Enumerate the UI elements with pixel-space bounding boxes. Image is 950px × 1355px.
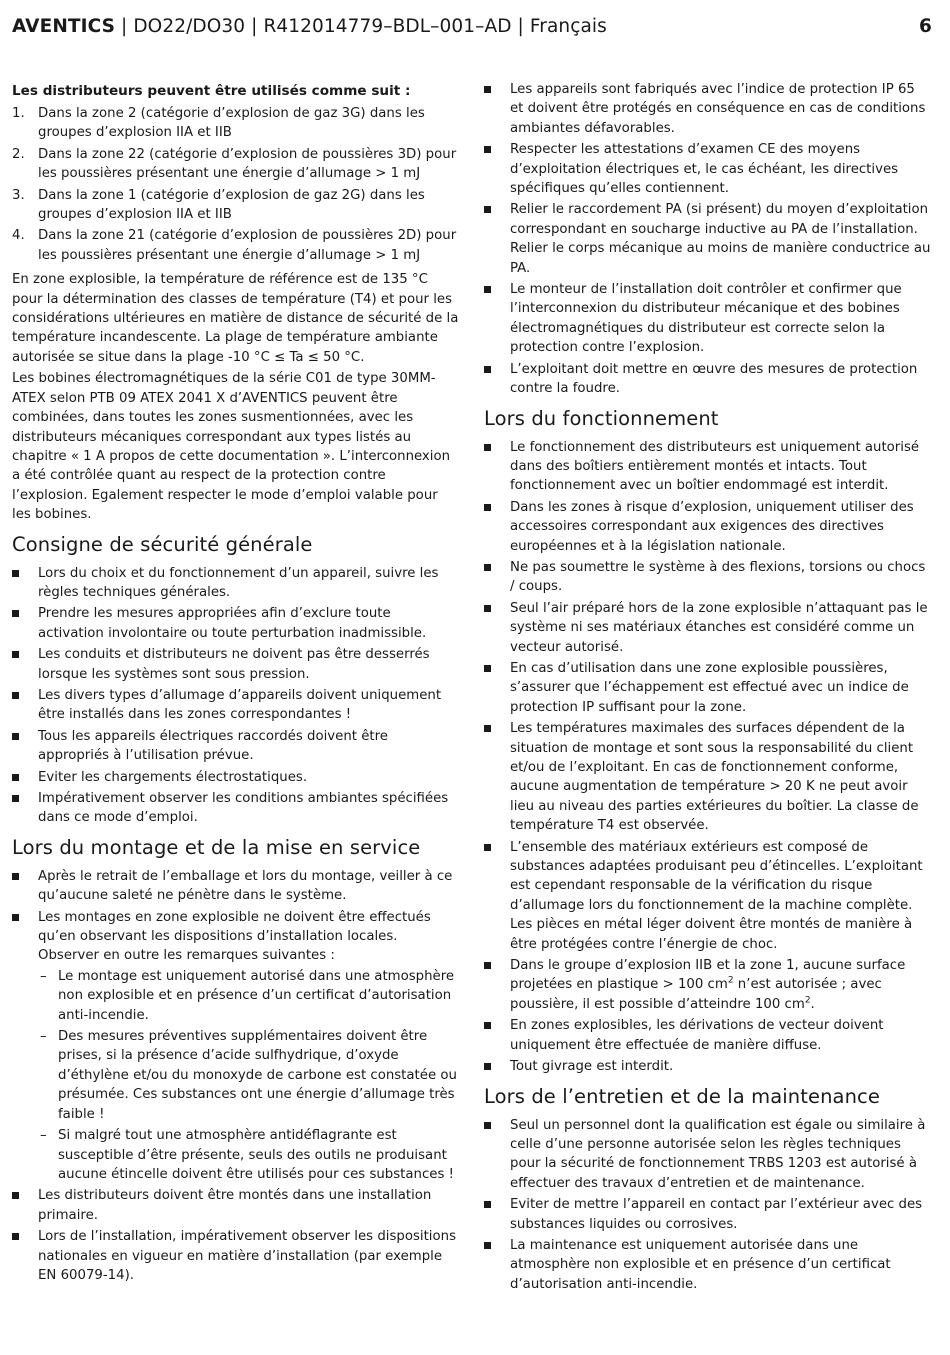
square-bullet-icon <box>484 286 491 293</box>
list-item <box>484 200 931 278</box>
item-text: Prendre les mesures appropriées afin d’exclure toute activation involontaire ou toute perturbation inadmissible. <box>38 606 427 641</box>
page-header <box>12 12 932 40</box>
zones-intro: Les distributeurs peuvent être utilisés comme suit : <box>12 83 411 99</box>
item-number: 3. <box>12 187 25 203</box>
left-column <box>12 80 460 1290</box>
list-item <box>484 360 931 399</box>
square-bullet-icon <box>484 86 491 93</box>
list-item <box>484 1016 931 1055</box>
item-text: La maintenance est uniquement autorisée dans une atmosphère non explosible et en présence d’un certificat d’autorisation anti-incendie. <box>510 1237 891 1292</box>
list-item <box>484 659 931 717</box>
item-text: Le monteur de l’installation doit contrôler et confirmer que l’interconnexion du distributeur mécanique et des bobines électromagnétiques du distributeur est correcte selon la protection contre l’explosion. <box>510 282 902 356</box>
list-item <box>484 498 931 556</box>
item-text: Eviter les chargements électrostatiques. <box>38 769 308 785</box>
surface-text-part: Dans le groupe d’explosion IIB et la zone 1, aucune surface projetées en plastique > 100 cm <box>510 958 906 993</box>
list-item <box>484 838 931 954</box>
section-title-safety: Consigne de sécurité générale <box>12 532 313 556</box>
item-number: 4. <box>12 228 25 244</box>
section-title-operation: Lors du fonctionnement <box>484 406 719 430</box>
list-item <box>12 789 460 828</box>
item-text: Les températures maximales des surfaces dépendent de la situation de montage et sont sous la responsabilité du client et/ou de l’exploitant. En cas de fonctionnement conforme, aucune augmentation de température > 20 K ne peut avoir lieu au niveau des parties extérieures du boîtier. La classe de température T4 est observée. <box>510 721 919 834</box>
square-bullet-icon <box>12 914 19 921</box>
list-item <box>484 1236 931 1294</box>
square-bullet-icon <box>484 665 491 672</box>
coils-paragraph: Les bobines électromagnétiques de la série C01 de type 30MM-ATEX selon PTB 09 ATEX 2041 X d’AVENTICS peuvent être combinées, dans toutes les zones susmentionnées, avec les distributeurs mécaniques correspondant aux types listés au chapitre « 1 A propos de cette documentation ». L’interconnexion a été contrôlée quant au respect de la protection contre l’explosion. Egalement respecter le mode d’emploi valable pour les bobines. <box>12 371 451 523</box>
list-item <box>12 226 460 265</box>
dash-bullet-icon: – <box>40 1029 47 1045</box>
list-item <box>484 599 931 657</box>
list-item <box>484 1057 931 1076</box>
list-item <box>12 1227 460 1285</box>
square-bullet-icon <box>12 692 19 699</box>
item-text: En cas d’utilisation dans une zone explosible poussières, s’assurer que l’échappement est effectué avec un indice de protection IP suffisant pour la zone. <box>510 660 909 715</box>
mounting-list-continued <box>484 80 931 399</box>
square-bullet-icon <box>484 1122 491 1129</box>
item-text: Dans les zones à risque d’explosion, uniquement utiliser des accessoires correspondant aux exigences des directives européennes et à la législation nationale. <box>510 499 914 554</box>
item-text: L’ensemble des matériaux extérieurs est composé de substances adaptées produisant peu d’étincelles. L’exploitant est cependant responsable de la vérification du risque d’allumage lors du fonctionnement de la machine complète. Les pièces en métal léger doivent être montés de manière à être protégées contre l’énergie de choc. <box>510 839 923 952</box>
list-item <box>12 908 460 1185</box>
square-bullet-icon <box>484 206 491 213</box>
square-bullet-icon <box>484 844 491 851</box>
list-item <box>12 727 460 766</box>
superscript: 2 <box>727 976 734 987</box>
square-bullet-icon <box>12 873 19 880</box>
list-item <box>484 719 931 835</box>
item-text: Dans la zone 1 (catégorie d’explosion de gaz 2G) dans les groupes d’explosion IIA et IIB <box>38 187 425 223</box>
list-item <box>484 140 931 198</box>
square-bullet-icon <box>12 1233 19 1240</box>
square-bullet-icon <box>12 795 19 802</box>
right-column <box>484 80 931 1299</box>
item-text: Le fonctionnement des distributeurs est uniquement autorisé dans des boîtiers entièrement montés et intacts. Tout fonctionnement avec un boîtier endommagé est interdit. <box>510 439 920 494</box>
doc-reference: | DO22/DO30 | R412014779–BDL–001–AD | Français <box>115 15 607 37</box>
surface-text-part: n’est autorisée ; avec poussière, il est possible d’atteindre 100 cm <box>510 977 882 1012</box>
list-item <box>12 867 460 906</box>
list-item <box>12 686 460 725</box>
item-text: Eviter de mettre l’appareil en contact par l’extérieur avec des substances liquides ou corrosives. <box>510 1197 923 1232</box>
square-bullet-icon <box>484 1201 491 1208</box>
square-bullet-icon <box>484 444 491 451</box>
square-bullet-icon <box>484 605 491 612</box>
list-item <box>484 956 931 1014</box>
maintenance-list <box>484 1116 931 1295</box>
item-text: Tous les appareils électriques raccordés doivent être appropriés à l’utilisation prévue. <box>38 728 388 764</box>
square-bullet-icon <box>12 610 19 617</box>
item-text: Relier le raccordement PA (si présent) du moyen d’exploitation correspondant en soucharge inductive au PA de l’installation. Relier le corps mécanique au moins de manière conductrice au PA. <box>510 202 931 276</box>
list-item <box>484 558 931 597</box>
sub-list-item <box>38 967 460 1025</box>
square-bullet-icon <box>12 733 19 740</box>
square-bullet-icon <box>484 1022 491 1029</box>
section-title-mounting: Lors du montage et de la mise en service <box>12 835 421 859</box>
safety-list <box>12 564 460 828</box>
sub-list-item <box>38 1027 460 1124</box>
square-bullet-icon <box>484 962 491 969</box>
mounting-list <box>12 867 460 1286</box>
item-text: Les montages en zone explosible ne doivent être effectués qu’en observant les dispositions d’installation locales. Observer en outre les remarques suivantes : <box>38 909 431 964</box>
item-text: Les conduits et distributeurs ne doivent pas être desserrés lorsque les systèmes sont sous pression. <box>38 647 430 682</box>
dash-bullet-icon: – <box>40 968 47 984</box>
header-doc-info <box>12 16 607 37</box>
section-title-maintenance: Lors de l’entretien et de la maintenance <box>484 1084 880 1108</box>
square-bullet-icon <box>484 1242 491 1249</box>
item-text: Lors de l’installation, impérativement observer les dispositions nationales en vigueur en matière d’installation (par exemple EN 60079-14). <box>38 1229 456 1283</box>
item-text: Les divers types d’allumage d’appareils doivent uniquement être installés dans les zones correspondantes ! <box>38 687 442 723</box>
item-text: Les appareils sont fabriqués avec l’indice de protection IP 65 et doivent être protégés en conséquence en cas de conditions ambiantes défavorables. <box>510 82 926 136</box>
item-text: En zones explosibles, les dérivations de vecteur doivent uniquement être effectuée de manière diffuse. <box>510 1018 884 1053</box>
item-text: Après le retrait de l’emballage et lors du montage, veiller à ce qu’aucune saleté ne pénètre dans le système. <box>38 868 453 904</box>
item-text: L’exploitant doit mettre en œuvre des mesures de protection contre la foudre. <box>510 361 918 397</box>
item-text: Les distributeurs doivent être montés dans une installation primaire. <box>38 1188 432 1223</box>
item-text: Ne pas soumettre le système à des flexions, torsions ou chocs / coups. <box>510 559 926 595</box>
sub-list-item <box>38 1126 460 1184</box>
list-item <box>12 604 460 643</box>
list-item <box>484 80 931 138</box>
page-number: 6 <box>919 15 932 37</box>
item-text: Tout givrage est interdit. <box>510 1059 674 1075</box>
item-number: 1. <box>12 106 25 121</box>
square-bullet-icon <box>12 570 19 577</box>
square-bullet-icon <box>484 366 491 373</box>
item-number: 2. <box>12 146 25 162</box>
list-item <box>484 280 931 358</box>
reference-temperature-paragraph: En zone explosible, la température de référence est de 135 °C pour la détermination des classes de température (T4) et pour les considérations ultérieures en matière de distance de sécurité de la température incandescente. La plage de température ambiante autorisée se situe dans la plage -10 °C ≤ Ta ≤ 50 °C. <box>12 272 459 365</box>
square-bullet-icon <box>484 146 491 153</box>
brand-name: AVENTICS <box>12 15 116 37</box>
list-item <box>12 564 460 603</box>
list-item <box>12 186 460 225</box>
item-text: Impérativement observer les conditions ambiantes spécifiées dans ce mode d’emploi. <box>38 791 449 826</box>
operation-list <box>484 438 931 1077</box>
mounting-sublist <box>38 967 460 1184</box>
square-bullet-icon <box>484 1063 491 1070</box>
item-text: Respecter les attestations d’examen CE des moyens d’exploitation électriques et, le cas échéant, les directives spécifiques qu’elles contiennent. <box>510 142 899 197</box>
item-text: Seul l’air préparé hors de la zone explosible n’attaquant pas le système ni ses matériaux étanches est considéré comme un vecteur autorisé. <box>510 600 928 655</box>
square-bullet-icon <box>12 651 19 658</box>
list-item <box>484 1195 931 1234</box>
item-text: Dans la zone 21 (catégorie d’explosion de poussières 2D) pour les poussières présentant une énergie d’allumage > 1 mJ <box>38 228 457 263</box>
item-text: Seul un personnel dont la qualification est égale ou similaire à celle d’une personne autorisée selon les règles techniques pour la sécurité de fonctionnement TRBS 1203 est autorisé à effectuer des travaux d’entretien et de maintenance. <box>510 1117 926 1191</box>
zones-list <box>12 104 460 265</box>
list-item <box>484 1116 931 1194</box>
square-bullet-icon <box>12 774 19 781</box>
square-bullet-icon <box>12 1192 19 1199</box>
list-item <box>12 768 460 787</box>
surface-text-part: . <box>810 996 815 1012</box>
list-item <box>12 104 460 143</box>
item-text: Des mesures préventives supplémentaires doivent être prises, si la présence d’acide sulfhydrique, d’oxyde d’éthylène et/ou du monoxyde de carbone est constatée ou présumée. Ces substances ont une énergie d’allumage très faible ! <box>58 1029 457 1122</box>
item-text: Dans la zone 2 (catégorie d’explosion de gaz 3G) dans les groupes d’explosion IIA et IIB <box>38 106 425 141</box>
list-item <box>12 645 460 684</box>
list-item <box>12 145 460 184</box>
item-text <box>510 958 905 1012</box>
item-text: Lors du choix et du fonctionnement d’un appareil, suivre les règles techniques générales. <box>38 565 439 600</box>
superscript: 2 <box>804 995 811 1006</box>
square-bullet-icon <box>484 504 491 511</box>
square-bullet-icon <box>484 564 491 571</box>
item-text: Le montage est uniquement autorisé dans une atmosphère non explosible et en présence d’un certificat d’autorisation anti-incendie. <box>58 968 455 1023</box>
dash-bullet-icon: – <box>40 1128 47 1144</box>
list-item <box>12 1186 460 1225</box>
item-text: Dans la zone 22 (catégorie d’explosion de poussières 3D) pour les poussières présentant une énergie d’allumage > 1 mJ <box>38 146 457 182</box>
item-text: Si malgré tout une atmosphère antidéflagrante est susceptible d’être présente, seuls des outils ne produisant aucune étincelle doivent être utilisés pour ces substances ! <box>58 1128 454 1182</box>
list-item <box>484 438 931 496</box>
square-bullet-icon <box>484 725 491 732</box>
